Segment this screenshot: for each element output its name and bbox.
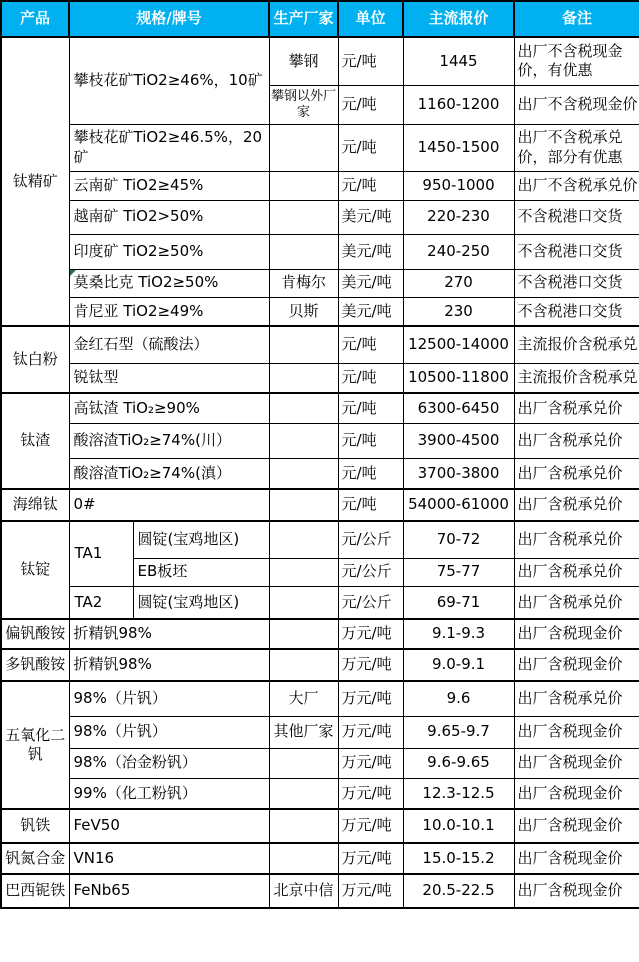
cell-product: 海绵钛 [1, 489, 69, 521]
table-row [1, 171, 639, 200]
cell-unit: 万元/吨 [338, 619, 403, 649]
cell-spec: EB板坯 [133, 558, 269, 586]
cell-spec: 金红石型（硫酸法） [69, 326, 269, 363]
header-note: 备注 [514, 1, 639, 37]
cell-spec: FeNb65 [69, 874, 269, 908]
cell-price: 75-77 [403, 558, 514, 586]
cell-price: 9.1-9.3 [403, 619, 514, 649]
cell-price: 230 [403, 297, 514, 326]
cell-unit: 元/吨 [338, 423, 403, 458]
cell-manufacturer [269, 423, 338, 458]
cell-price: 1445 [403, 37, 514, 85]
cell-manufacturer: 贝斯 [269, 297, 338, 326]
cell-manufacturer [269, 809, 338, 843]
table-row [1, 234, 639, 269]
cell-manufacturer [269, 363, 338, 393]
cell-note: 出厂含税承兑价 [514, 423, 639, 458]
cell-note: 出厂含税承兑价 [514, 489, 639, 521]
table-row [1, 649, 639, 681]
cell-price: 9.65-9.7 [403, 716, 514, 748]
cell-product: 钛精矿 [1, 37, 69, 326]
cell-unit: 万元/吨 [338, 843, 403, 874]
cell-spec: 98%（片钒） [69, 681, 269, 716]
cell-manufacturer [269, 171, 338, 200]
cell-price: 270 [403, 269, 514, 297]
cell-price: 9.6-9.65 [403, 748, 514, 778]
cell-product: 钒氮合金 [1, 843, 69, 874]
cell-manufacturer: 北京中信 [269, 874, 338, 908]
cell-unit: 万元/吨 [338, 809, 403, 843]
table-row [1, 619, 639, 649]
cell-spec: 98%（片钒） [69, 716, 269, 748]
cell-spec: 锐钛型 [69, 363, 269, 393]
header-product: 产品 [1, 1, 69, 37]
cell-note: 出厂含税承兑价 [514, 586, 639, 619]
cell-note: 出厂含税现金价 [514, 874, 639, 908]
cell-manufacturer: 攀钢以外厂家 [269, 85, 338, 124]
header-unit: 单位 [338, 1, 403, 37]
table-row [1, 681, 639, 716]
cell-spec-text: 莫桑比克 TiO2≥50% [73, 273, 219, 292]
cell-price: 1160-1200 [403, 85, 514, 124]
cell-price: 69-71 [403, 586, 514, 619]
cell-spec: 攀枝花矿TiO2≥46%，10矿 [69, 37, 269, 124]
cell-manufacturer [269, 558, 338, 586]
cell-price: 6300-6450 [403, 393, 514, 423]
cell-spec: FeV50 [69, 809, 269, 843]
cell-grade: TA2 [69, 586, 133, 619]
cell-note: 出厂不含税承兑价 [514, 171, 639, 200]
cell-note: 主流报价含税承兑 [514, 326, 639, 363]
cell-note: 出厂不含税现金价，有优惠 [514, 37, 639, 85]
cell-unit: 元/吨 [338, 171, 403, 200]
cell-unit: 元/吨 [338, 326, 403, 363]
cell-price: 54000-61000 [403, 489, 514, 521]
cell-price: 9.6 [403, 681, 514, 716]
cell-manufacturer [269, 393, 338, 423]
header-spec: 规格/牌号 [69, 1, 269, 37]
cell-spec: 酸溶渣TiO₂≥74%(滇） [69, 458, 269, 489]
cell-spec: 酸溶渣TiO₂≥74%(川） [69, 423, 269, 458]
cell-spec: 0# [69, 489, 269, 521]
cell-spec: 肯尼亚 TiO2≥49% [69, 297, 269, 326]
cell-spec [69, 269, 269, 297]
cell-unit: 万元/吨 [338, 778, 403, 809]
cell-manufacturer [269, 489, 338, 521]
cell-note: 出厂含税承兑价 [514, 558, 639, 586]
cell-spec: 99%（化工粉钒） [69, 778, 269, 809]
cell-price: 9.0-9.1 [403, 649, 514, 681]
cell-manufacturer [269, 843, 338, 874]
cell-note: 出厂含税现金价 [514, 843, 639, 874]
cell-manufacturer [269, 748, 338, 778]
cell-note: 出厂含税承兑价 [514, 393, 639, 423]
table-row [1, 843, 639, 874]
cell-manufacturer: 大厂 [269, 681, 338, 716]
cell-note: 出厂不含税承兑价，部分有优惠 [514, 124, 639, 171]
cell-note: 出厂含税现金价 [514, 649, 639, 681]
cell-spec: 圆锭(宝鸡地区) [133, 521, 269, 558]
table-row [1, 326, 639, 363]
cell-note: 出厂不含税现金价 [514, 85, 639, 124]
cell-manufacturer: 其他厂家 [269, 716, 338, 748]
cell-unit: 万元/吨 [338, 649, 403, 681]
cell-unit: 万元/吨 [338, 748, 403, 778]
table-row [1, 393, 639, 423]
table-row [1, 297, 639, 326]
cell-product: 偏钒酸铵 [1, 619, 69, 649]
header-manufacturer: 生产厂家 [269, 1, 338, 37]
cell-unit: 美元/吨 [338, 297, 403, 326]
cell-product: 巴西铌铁 [1, 874, 69, 908]
cell-manufacturer [269, 649, 338, 681]
cell-unit: 万元/吨 [338, 874, 403, 908]
cell-note: 出厂含税承兑价 [514, 681, 639, 716]
cell-note: 出厂含税承兑价 [514, 521, 639, 558]
cell-price: 15.0-15.2 [403, 843, 514, 874]
cell-note: 出厂含税现金价 [514, 619, 639, 649]
cell-unit: 元/公斤 [338, 558, 403, 586]
cell-unit: 元/吨 [338, 458, 403, 489]
cell-spec: 攀枝花矿TiO2≥46.5%，20矿 [69, 124, 269, 171]
table-row [1, 423, 639, 458]
cell-spec: 云南矿 TiO2≥45% [69, 171, 269, 200]
table-row [1, 748, 639, 778]
cell-product: 多钒酸铵 [1, 649, 69, 681]
cell-note: 出厂含税现金价 [514, 748, 639, 778]
cell-unit: 元/吨 [338, 124, 403, 171]
cell-note: 出厂含税现金价 [514, 809, 639, 843]
table-row [1, 200, 639, 234]
cell-note: 不含税港口交货 [514, 269, 639, 297]
cell-unit: 元/吨 [338, 363, 403, 393]
cell-manufacturer [269, 586, 338, 619]
cell-note: 不含税港口交货 [514, 234, 639, 269]
cell-spec: 98%（冶金粉钒） [69, 748, 269, 778]
cell-manufacturer [269, 124, 338, 171]
cell-spec: 折精钒98% [69, 649, 269, 681]
cell-note: 不含税港口交货 [514, 297, 639, 326]
cell-unit: 万元/吨 [338, 716, 403, 748]
cell-unit: 元/公斤 [338, 521, 403, 558]
cell-unit: 美元/吨 [338, 200, 403, 234]
cell-price: 20.5-22.5 [403, 874, 514, 908]
cell-price: 240-250 [403, 234, 514, 269]
cell-unit: 元/吨 [338, 393, 403, 423]
cell-unit: 万元/吨 [338, 681, 403, 716]
cell-product: 钒铁 [1, 809, 69, 843]
cell-manufacturer [269, 326, 338, 363]
cell-price: 220-230 [403, 200, 514, 234]
cell-manufacturer [269, 778, 338, 809]
cell-price: 12.3-12.5 [403, 778, 514, 809]
cell-price: 950-1000 [403, 171, 514, 200]
table-row [1, 716, 639, 748]
cell-price: 3700-3800 [403, 458, 514, 489]
cell-grade: TA1 [69, 521, 133, 586]
cell-unit: 美元/吨 [338, 234, 403, 269]
cell-manufacturer [269, 458, 338, 489]
cell-manufacturer [269, 234, 338, 269]
cell-unit: 元/吨 [338, 489, 403, 521]
cell-note: 出厂含税承兑价 [514, 458, 639, 489]
table-row [1, 363, 639, 393]
header-price: 主流报价 [403, 1, 514, 37]
cell-product: 钛白粉 [1, 326, 69, 393]
cell-spec: 印度矿 TiO2≥50% [69, 234, 269, 269]
cell-manufacturer [269, 521, 338, 558]
cell-note: 出厂含税现金价 [514, 778, 639, 809]
cell-manufacturer: 攀钢 [269, 37, 338, 85]
cell-spec: 折精钒98% [69, 619, 269, 649]
cell-product: 钛渣 [1, 393, 69, 489]
cell-unit: 美元/吨 [338, 269, 403, 297]
table-row [1, 37, 639, 85]
cell-note: 不含税港口交货 [514, 200, 639, 234]
cell-spec: 圆锭(宝鸡地区) [133, 586, 269, 619]
cell-price: 1450-1500 [403, 124, 514, 171]
table-row [1, 874, 639, 908]
table-row [1, 586, 639, 619]
table-row [1, 778, 639, 809]
table-row [1, 521, 639, 558]
cell-product: 钛锭 [1, 521, 69, 619]
cell-price: 12500-14000 [403, 326, 514, 363]
table-row [1, 489, 639, 521]
table-row [1, 124, 639, 171]
table-row [1, 269, 639, 297]
header-row [1, 1, 639, 37]
cell-unit: 元/吨 [338, 85, 403, 124]
cell-price: 10.0-10.1 [403, 809, 514, 843]
cell-price: 3900-4500 [403, 423, 514, 458]
cell-manufacturer [269, 200, 338, 234]
cell-spec: 高钛渣 TiO₂≥90% [69, 393, 269, 423]
table-row [1, 809, 639, 843]
cell-spec: VN16 [69, 843, 269, 874]
cell-unit: 元/吨 [338, 37, 403, 85]
cell-unit: 元/公斤 [338, 586, 403, 619]
cell-manufacturer [269, 619, 338, 649]
cell-manufacturer: 肯梅尔 [269, 269, 338, 297]
cell-note: 出厂含税现金价 [514, 716, 639, 748]
cell-price: 70-72 [403, 521, 514, 558]
cell-note: 主流报价含税承兑 [514, 363, 639, 393]
table-row [1, 458, 639, 489]
cell-product: 五氧化二钒 [1, 681, 69, 809]
cell-price: 10500-11800 [403, 363, 514, 393]
cell-spec: 越南矿 TiO2>50% [69, 200, 269, 234]
